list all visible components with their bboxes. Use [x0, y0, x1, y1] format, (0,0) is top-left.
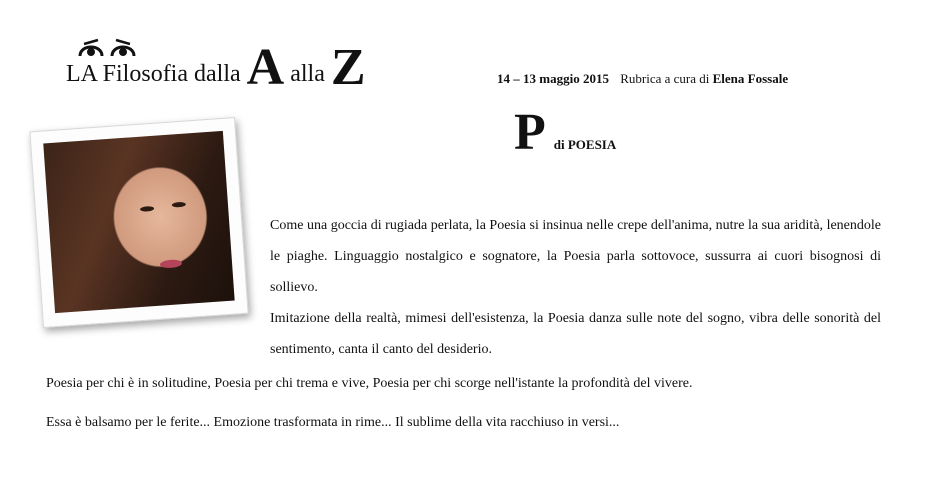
author-photo: [43, 131, 234, 313]
title-middle: alla: [290, 61, 325, 87]
paragraph-3: Poesia per chi è in solitudine, Poesia per chi trema e vive, Poesia per chi scorge nell'istante la profondità del vivere.: [46, 376, 693, 391]
header-info: [497, 71, 788, 87]
entry-heading: [514, 104, 617, 161]
title-letter-a: A: [246, 39, 285, 96]
paragraph-1: Come una goccia di rugiada perlata, la Poesia si insinua nelle crepe dell'anima, nutre la sua aridità, lenendole le piaghe. Linguaggio nostalgico e sognatore, la Poesia parla sottovoce, sussurra ai cuori bisognosi di sollievo.: [270, 218, 881, 295]
author-name: Elena Fossale: [712, 71, 789, 86]
entry-subtitle: di POESIA: [553, 137, 617, 152]
paragraph-4: Essa è balsamo per le ferite... Emozione trasformata in rime... Il sublime della vita racchiuso in versi...: [46, 415, 620, 430]
paragraph-2: Imitazione della realtà, mimesi dell'esistenza, la Poesia danza sulle note del sogno, vibra delle sonorità del sentimento, canta il canto del desiderio.: [270, 311, 881, 357]
title-prefix: LA Filosofia dalla: [66, 61, 241, 87]
entry-letter: P: [514, 104, 546, 161]
title-letter-z: Z: [330, 39, 366, 96]
rubric-label: Rubrica a cura di: [620, 71, 710, 86]
rubric-title: [66, 39, 366, 96]
author-photo-frame: [29, 117, 248, 328]
issue-date: 14 – 13 maggio 2015: [497, 71, 609, 86]
